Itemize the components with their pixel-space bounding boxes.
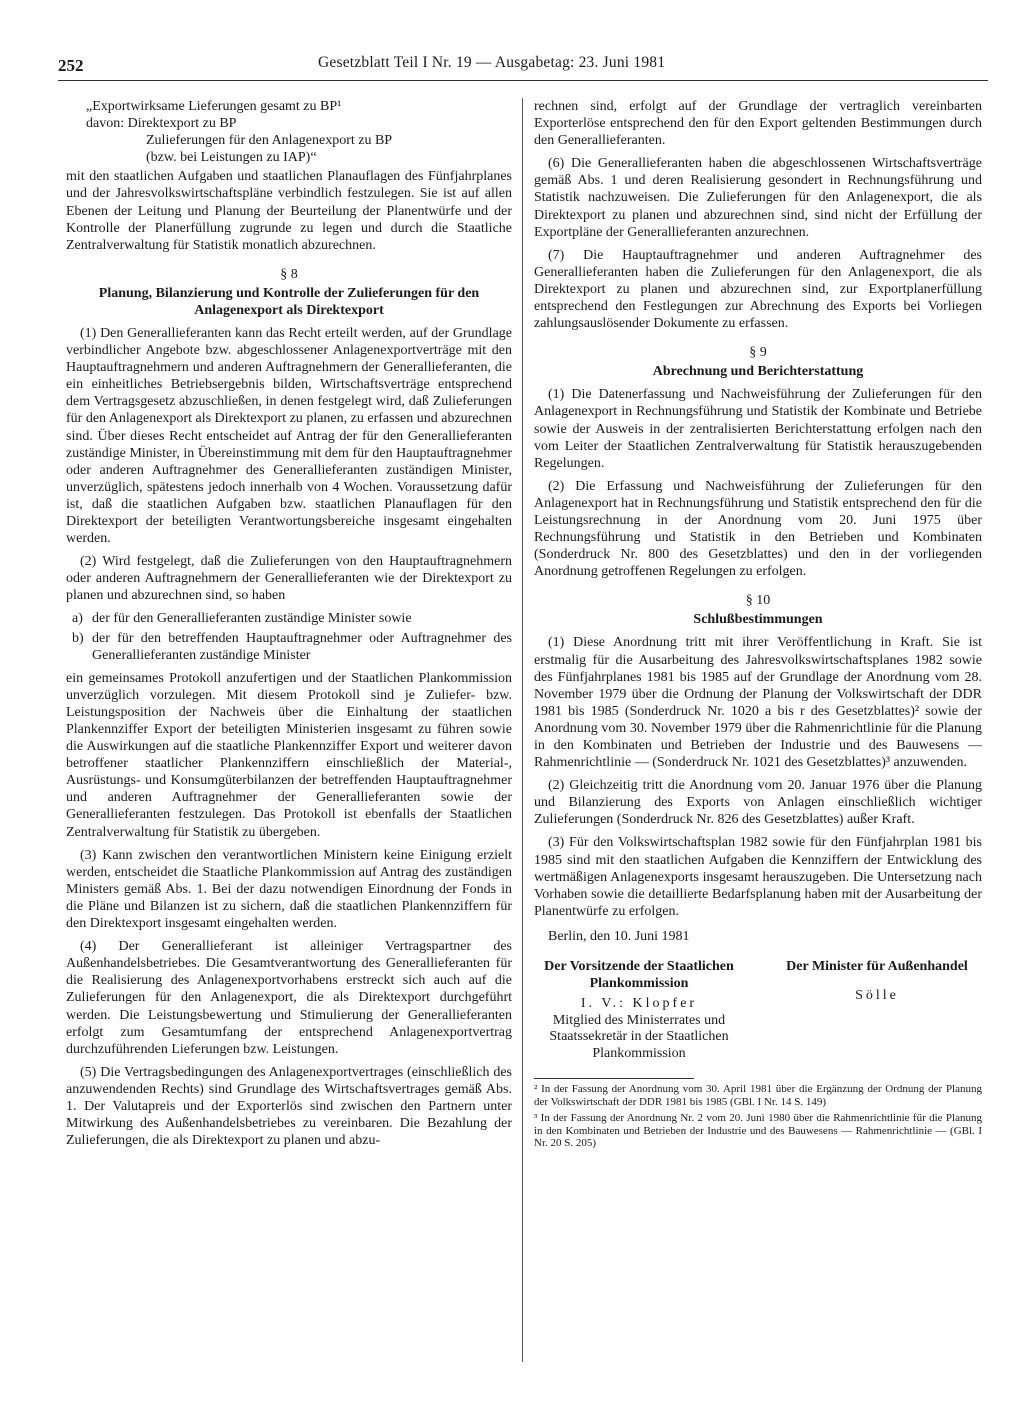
signature-minister xyxy=(772,959,982,1062)
section-title: Abrechnung und Berichterstattung xyxy=(652,364,864,380)
list-text: der für den betreffenden Hauptauftragnehmer oder Auftragnehmer des Generallieferanten zuständige Minister xyxy=(92,630,512,663)
list-item xyxy=(66,610,512,627)
list-item xyxy=(66,630,512,664)
paragraph: (5) Die Vertragsbedingungen des Anlagenexportvertrages (einschließlich des anzuwendenden Rechts) sind Grundlage des Wirtschaftsvertrages gemäß Abs. 1. Der Valutapreis und der Exporterlös sind zwischen den Partnern unter Mitwirkung des Außenhandelsbetriebes zu vereinbaren. Die Bezahlung der Zulieferungen, die als Direktexport zu planen und abzu- xyxy=(66,1064,512,1149)
signature-block xyxy=(534,959,982,1062)
running-head: Gesetzblatt Teil I Nr. 19 — Ausgabetag: 23. Juni 1981 xyxy=(318,54,666,71)
paragraph: (4) Der Generallieferant ist alleiniger Vertragspartner des Außenhandelsbetriebes. Die Gesamtverantwortung des Generallieferanten für die Realisierung des Anlagenexportvorhabens erstreckt sich auch auf die Zulieferungen für den Anlagenexport, die als Direktexport durchgeführt werden. Die Leistungsbewertung und Stimulierung der Generallieferanten erfolgt zum Gesamtumfang der entsprechend Anlagenexportvertrag durchzuführenden Lieferungen bzw. Leistungen. xyxy=(66,939,512,1057)
paragraph: (3) Kann zwischen den verantwortlichen Ministern keine Einigung erzielt werden, entscheidet die Staatliche Plankommission auf Antrag des zuständigen Ministers gemäß Abs. 1. Bei der dazu notwendigen Einordnung der Fonds in die Pläne und Bilanzen ist zu sichern, daß die staatlichen Plankennziffern für den Direktexport insgesamt eingehalten werden. xyxy=(66,847,512,932)
paragraph: ein gemeinsames Protokoll anzufertigen und der Staatlichen Plankommission unverzüglich vorzulegen. Mit diesem Protokoll sind je Zuliefer- bzw. Leistungsposition der Nachweis über die Einhaltung der staatlichen Plankennziffer Export der beteiligten Ministerien insgesamt zu führen sowie die Auswirkungen auf die staatliche Plankennziffer Export und weiterer davon betroffener staatlicher Plankennziffern einschließlich der Material-, Ausrüstungs- und Konsumgüterbilanzen der betreffenden Hauptauftragnehmer und anderen Auftragnehmer der Generallieferanten sowie der Generallieferanten festzulegen. Das Protokoll ist ebenfalls der Staatlichen Zentralverwaltung für Statistik zu übergeben. xyxy=(66,670,512,840)
signature-planning-commission xyxy=(534,959,744,1062)
paragraph: (3) Für den Volkswirtschaftsplan 1982 sowie für den Fünfjahrplan 1981 bis 1985 sind mit den staatlichen Aufgaben die Kennziffern der Entwicklung des wertmäßigen Anlagenexports insgesamt herauszugeben. Die Untersetzung nach Vorhaben sowie die detaillierte Bedarfsplanung haben mit der Ausarbeitung der Planentwürfe zu erfolgen. xyxy=(534,835,982,919)
paragraph: (1) Diese Anordnung tritt mit ihrer Veröffentlichung in Kraft. Sie ist erstmalig für die Ausarbeitung des Jahresvolkswirtschaftsplanes 1982 sowie des Fünfjahrplanes 1981 bis 1985 auf der Grundlage der Anordnung vom 28. November 1979 über die Ordnung der Planung der Volkswirtschaft der DDR 1981 bis 1985 (Sonderdruck Nr. 1020 a bis r des Gesetzblattes)² sowie der Anordnung vom 30. November 1979 über die Rahmenrichtlinie für die Planung in den Kombinaten und Betrieben der Industrie und des Bauwesens — Rahmenrichtlinie — (Sonderdruck Nr. 1021 des Gesetzblattes)³ anzuwenden. xyxy=(534,635,982,771)
paragraph: (1) Die Datenerfassung und Nachweisführung der Zulieferungen für den Anlagenexport in Rechnungsführung und Statistik der Kombinate und Betriebe sowie der Ausweis in der zentralisierten Berichterstattung erfolgen nach den vom Leiter der Staatlichen Zentralverwaltung für Statistik herauszugebenden Regelungen. xyxy=(534,387,982,471)
paragraph: (7) Die Hauptauftragnehmer und anderen Auftragnehmer des Generallieferanten haben die Zulieferungen für den Anlagenexport, die als Direktexport zu planen und abzurechnen sind, zur Exportplanerfüllung entsprechend den Festlegungen zur Abrechnung des Exports bei Vorliegen zahlungsauslösender Dokumente zu erfassen. xyxy=(534,247,982,332)
paragraph: mit den staatlichen Aufgaben und staatlichen Planauflagen des Fünfjahrplanes und der Jahresvolkswirtschaftspläne verbindlich festzulegen. Sie ist auf allen Ebenen der Leitung und Planung der Beurteilung der Planentwürfe und der Kontrolle der Planerfüllung zugrunde zu legen und durch die Staatliche Zentralverwaltung für Statistik monatlich abzurechnen. xyxy=(66,169,512,253)
quote-line: (bzw. bei Leistungen zu IAP)“ xyxy=(146,150,317,166)
quote-block xyxy=(86,98,512,166)
left-column xyxy=(66,98,512,1155)
section-title: Planung, Bilanzierung und Kontrolle der Zulieferungen für den Anlagenexport als Direktexport xyxy=(98,285,480,318)
quote-line: davon: Direktexport zu BP xyxy=(86,116,237,132)
list-text: der für den Generallieferanten zuständige Minister sowie xyxy=(92,611,412,627)
section-number: § 9 xyxy=(749,345,767,361)
footnote: ³ In der Fassung der Anordnung Nr. 2 vom 20. Juni 1980 über die Rahmenrichtlinie für die Planung in den Kombinaten und Betrieben der Industrie und des Bauwesens — Rahmenrichtlinie — (GBl. I Nr. 20 S. 205) xyxy=(534,1112,982,1150)
page-number: 252 xyxy=(58,56,84,75)
paragraph: (2) Die Erfassung und Nachweisführung der Zulieferungen für den Anlagenexport hat in Rechnungsführung und Statistik entsprechend den für die Leistungsrechnung in der Anordnung vom 20. Juni 1975 über Rechnungsführung und Statistik in den Betrieben und Kombinaten (Sonderdruck Nr. 800 des Gesetzblattes) und den in der vorliegenden Anordnung getroffenen Regelungen zu erfolgen. xyxy=(534,478,982,580)
column-divider xyxy=(522,98,523,1362)
signatory-title: Der Vorsitzende der Staatlichen Plankommission xyxy=(544,959,734,991)
paragraph: (6) Die Generallieferanten haben die abgeschlossenen Wirtschaftsverträge gemäß Abs. 1 und deren Realisierung gesondert in Rechnungsführung und Statistik nachzuweisen. Die Zulieferungen für den Anlagenexport, die als Direktexport zu planen und abzurechnen sind, sind nicht der Erfüllung der Exportpläne der Generallieferanten anzurechnen. xyxy=(534,156,982,240)
footnote: ² In der Fassung der Anordnung vom 30. April 1981 über die Ergänzung der Ordnung der Planung der Volkswirtschaft der DDR 1981 bis 1985 (GBl. I Nr. 14 S. 149) xyxy=(534,1083,982,1108)
list-marker: a) xyxy=(72,611,83,627)
quote-line: Zulieferungen für den Anlagenexport zu BP xyxy=(146,133,393,149)
signatory-name: I. V.: Klopfer xyxy=(580,996,698,1012)
place-date: Berlin, den 10. Juni 1981 xyxy=(548,928,690,944)
paragraph: (2) Wird festgelegt, daß die Zulieferungen von den Hauptauftragnehmern oder anderen Auftragnehmern der Generallieferanten wie der Direktexport zu planen und abzurechnen sind, so haben xyxy=(66,554,512,604)
quote-line: „Exportwirksame Lieferungen gesamt zu BP¹ xyxy=(86,99,342,114)
paragraph: rechnen sind, erfolgt auf der Grundlage der vertraglich vereinbarten Exporterlöse entsprechend den für den Export geltenden Bestimmungen durch den Generallieferanten. xyxy=(534,99,982,149)
list-marker: b) xyxy=(72,630,84,646)
header-rule xyxy=(58,80,988,81)
section-number: § 10 xyxy=(745,593,771,609)
footnote-rule xyxy=(534,1078,694,1079)
page-header xyxy=(58,44,988,84)
section-title: Schlußbestimmungen xyxy=(693,612,823,628)
right-column xyxy=(534,98,982,1150)
signatory-name: Sölle xyxy=(855,987,899,1003)
signatory-title: Der Minister für Außenhandel xyxy=(786,959,968,975)
paragraph: (2) Gleichzeitig tritt die Anordnung vom 20. Januar 1976 über die Planung und Bilanzierung des Exports von Anlagen einschließlich wichtiger Zulieferungen (Sonderdruck Nr. 826 des Gesetzblattes) außer Kraft. xyxy=(534,778,982,828)
paragraph: (1) Den Generallieferanten kann das Recht erteilt werden, auf der Grundlage verbindlicher Angebote bzw. abgeschlossener Anlagenexportverträge mit den Hauptauftragnehmern und anderen Auftragnehmern der Generallieferanten, die ein einheitliches Betriebsergebnis bilden, Wirtschaftsverträge entsprechend dem Vertragsgesetz abzuschließen, in denen festgelegt wird, daß Zulieferungen für den Anlagenexport als Direktexport zu planen, zu erfassen und abzurechnen sind. Über dieses Recht entscheidet auf Antrag der für den Generallieferanten zuständige Minister, in Übereinstimmung mit dem für den Hauptauftragnehmer oder anderen Auftragnehmer des Generallieferanten zuständigen Minister, unverzüglich, spätestens jedoch innerhalb von 4 Wochen. Voraussetzung dafür ist, daß die staatlichen Aufgaben bzw. staatlichen Planauflagen für den Direktexport der beteiligten Verantwortungsbereiche insgesamt eingehalten werden. xyxy=(66,325,512,547)
section-number: § 8 xyxy=(280,266,298,282)
signatory-role: Mitglied des Ministerrates und Staatssekretär in der Staatlichen Plankommission xyxy=(549,1012,729,1061)
